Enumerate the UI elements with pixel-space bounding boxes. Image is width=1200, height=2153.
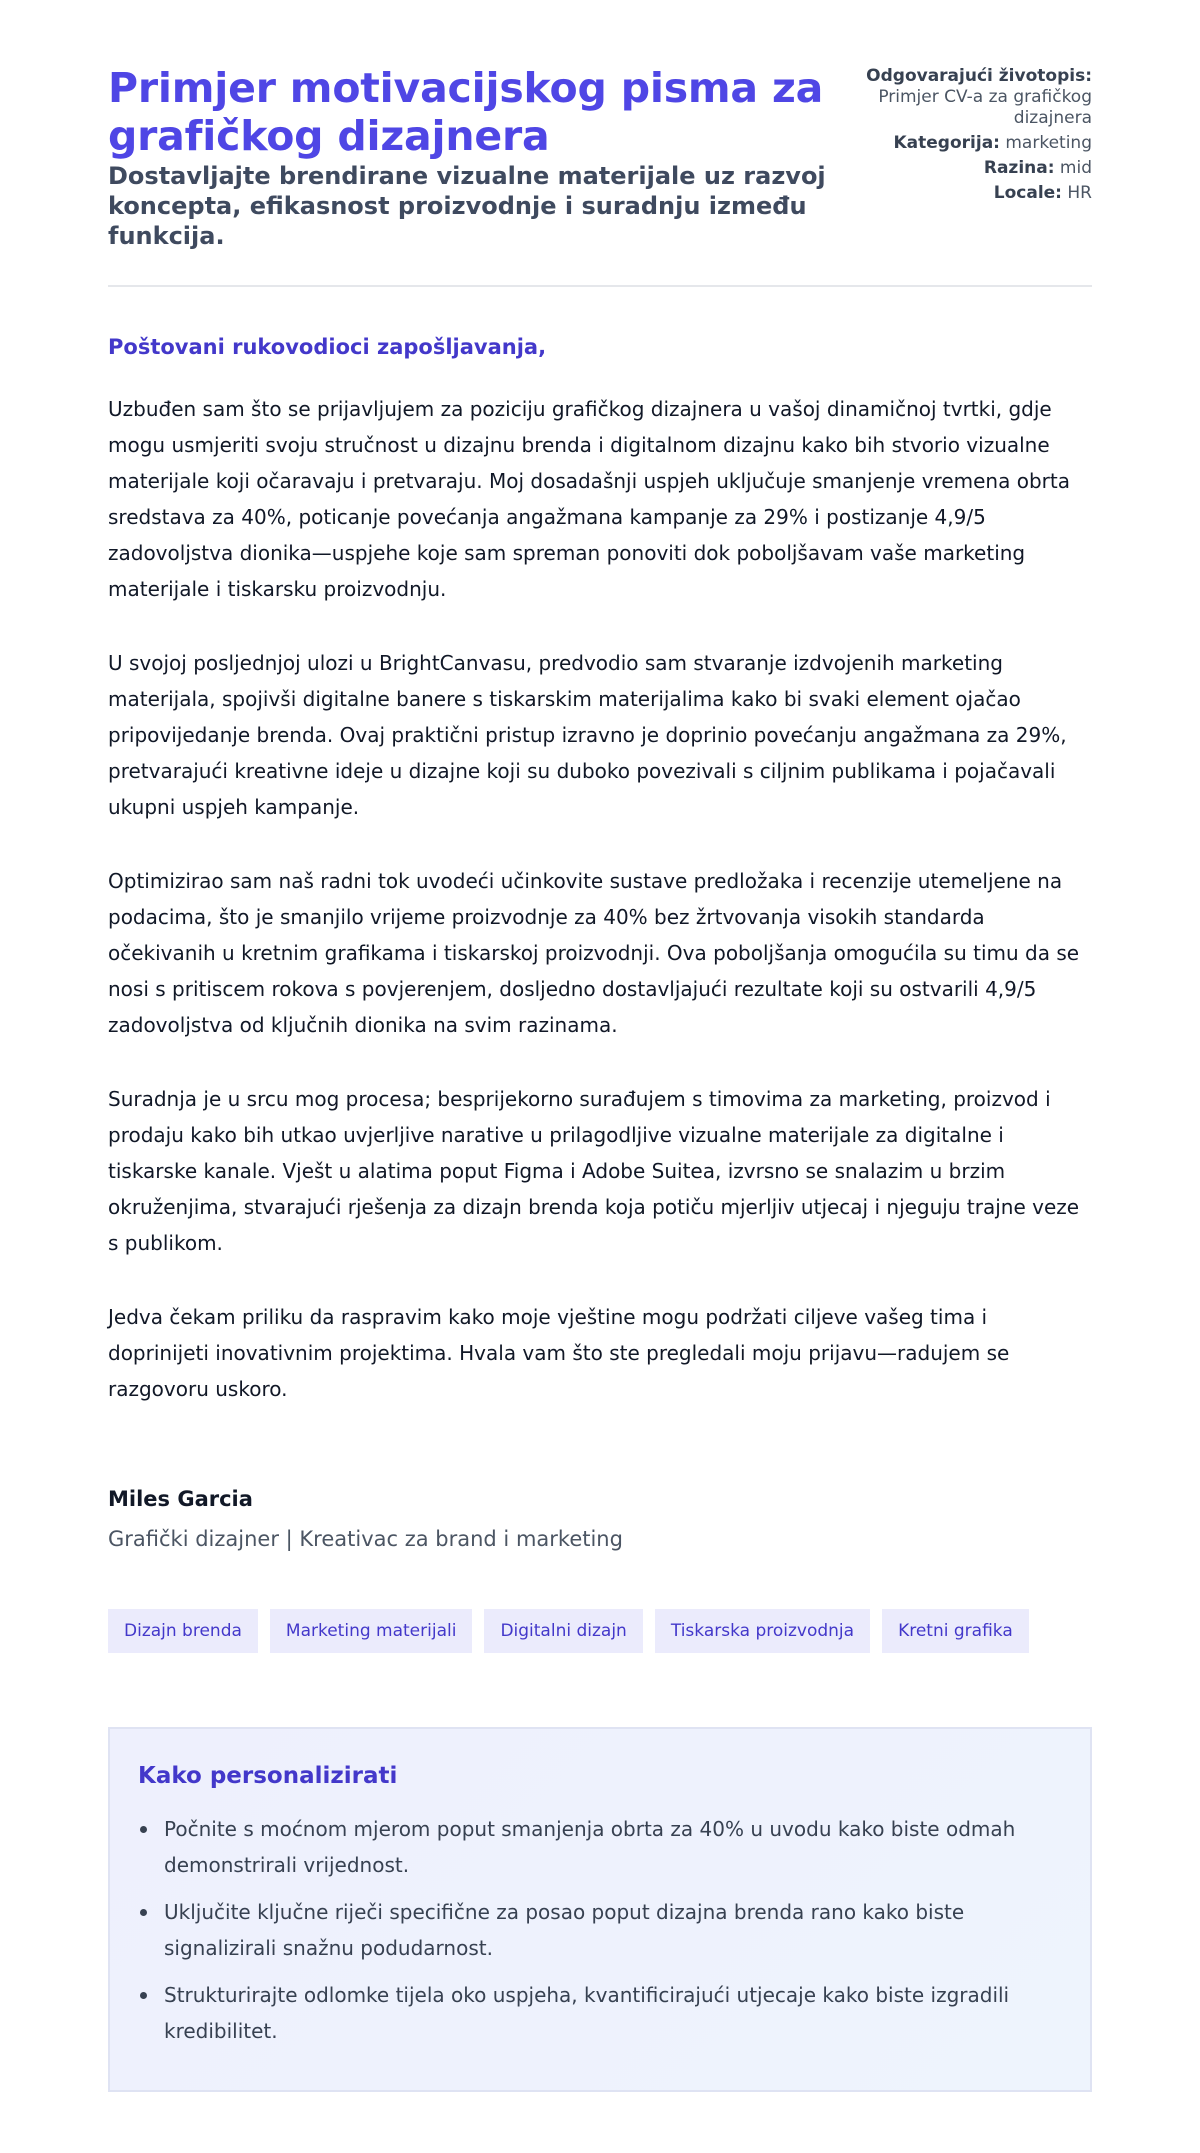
tips-title: Kako personalizirati [138,1763,398,1789]
meta-resume [842,66,1092,129]
meta-category [842,133,1092,154]
letter-paragraph: Optimizirao sam naš radni tok uvodeći učinkovite sustave predložaka i recenzije utemeljene na podacima, što je smanjilo vrijeme proizvodnje za 40% bez žrtvovanja visokih standarda očekivanih u kretnim grafikama i tiskarskoj proizvodnji. Ova poboljšanja omogućila su timu da se nosi s pritiscem rokova s povjerenjem, dosljedno dostavljajući rezultate koji su ostvarili 4,9/5 zadovoljstva od ključnih dionika na svim razinama. [108,869,1080,1037]
meta-locale-label: Locale: [993,183,1062,203]
letter-paragraph: Uzbuđen sam što se prijavljujem za poziciju grafičkog dizajnera u vašoj dinamičnoj tvrtki, gdje mogu usmjeriti svoju stručnost u dizajnu brenda i digitalnom dizajnu kako bih stvorio vizualne materijale koji očaravaju i pretvaraju. Moj dosadašnji uspjeh uključuje smanjenje vremena obrta sredstava za 40%, poticanje povećanja angažmana kampanje za 29% i postizanje 4,9/5 zadovoljstva dionika—uspjehe koje sam spreman ponoviti dok poboljšavam vaše marketing materijale i tiskarsku proizvodnju. [108,397,1070,601]
meta-level-value: mid [1059,158,1092,178]
tips-list [138,1811,1060,2049]
meta-resume-label: Odgovarajući životopis: [866,66,1092,86]
meta-panel [842,64,1092,208]
letter-paragraph: Jedva čekam priliku da raspravim kako moje vještine mogu podržati ciljeve vašeg tima i doprinijeti inovativnim projektima. Hvala vam što ste pregledali moju prijavu—radujem se razgovoru uskoro. [108,1305,1010,1401]
meta-resume-value: Primjer CV-a za grafičkog dizajnera [878,87,1092,128]
meta-category-value: marketing [1005,133,1092,153]
page-subtitle: Dostavljajte brendirane vizualne materijale uz razvoj koncepta, efikasnost proizvodnje i suradnju između funkcija. [108,162,826,250]
skill-tag: Digitalni dizajn [484,1609,642,1653]
meta-level-label: Razina: [983,158,1055,178]
tip-item: Strukturirajte odlomke tijela oko uspjeha, kvantificirajući utjecaje kako biste izgradili kredibilitet. [138,1977,1060,2049]
meta-category-label: Kategorija: [893,133,1000,153]
meta-locale-value: HR [1067,183,1092,203]
tip-item: Počnite s moćnom mjerom poput smanjenja obrta za 40% u uvodu kako biste odmah demonstrirali vrijednost. [138,1811,1060,1883]
skill-tag: Dizajn brenda [108,1609,258,1653]
letter-paragraph: U svojoj posljednjoj ulozi u BrightCanvasu, predvodio sam stvaranje izdvojenih marketing materijala, spojivši digitalne banere s tiskarskim materijalima kako bi svaki element ojačao pripovijedanje brenda. Ovaj praktični pristup izravno je doprinio povećanju angažmana za 29%, pretvarajući kreativne ideje u dizajne koji su duboko povezivali s ciljnim publikama i pojačavali ukupni uspjeh kampanje. [108,651,1067,819]
header-title-block [108,64,828,251]
skill-tag: Marketing materijali [270,1609,473,1653]
signature-block [108,1485,1092,1553]
letter-body [108,333,1092,1407]
meta-level [842,158,1092,179]
meta-locale [842,183,1092,204]
signature-title: Grafički dizajner | Kreativac za brand i marketing [108,1527,623,1551]
letter-paragraph: Suradnja je u srcu mog procesa; besprijekorno surađujem s timovima za marketing, proizvod i prodaju kako bih utkao uvjerljive narative u prilagodljive vizualne materijale za digitalne i tiskarske kanale. Vješt u alatima poput Figma i Adobe Suitea, izvrsno se snalazim u brzim okruženjima, stvarajući rješenja za dizajn brenda koja potiču mjerljiv utjecaj i njeguju trajne veze s publikom. [108,1087,1080,1255]
skill-tag: Tiskarska proizvodnja [655,1609,870,1653]
salutation: Poštovani rukovodioci zapošljavanja, [108,335,547,359]
personalization-tips-box [108,1727,1092,2092]
skill-tag: Kretni grafika [882,1609,1029,1653]
page-title: Primjer motivacijskog pisma za grafičkog dizajnera [108,64,824,160]
signature-name: Miles Garcia [108,1487,253,1511]
skill-tags [108,1609,1092,1653]
page-header [108,64,1092,287]
tip-item: Uključite ključne riječi specifične za posao poput dizajna brenda rano kako biste signalizirali snažnu podudarnost. [138,1894,1060,1966]
